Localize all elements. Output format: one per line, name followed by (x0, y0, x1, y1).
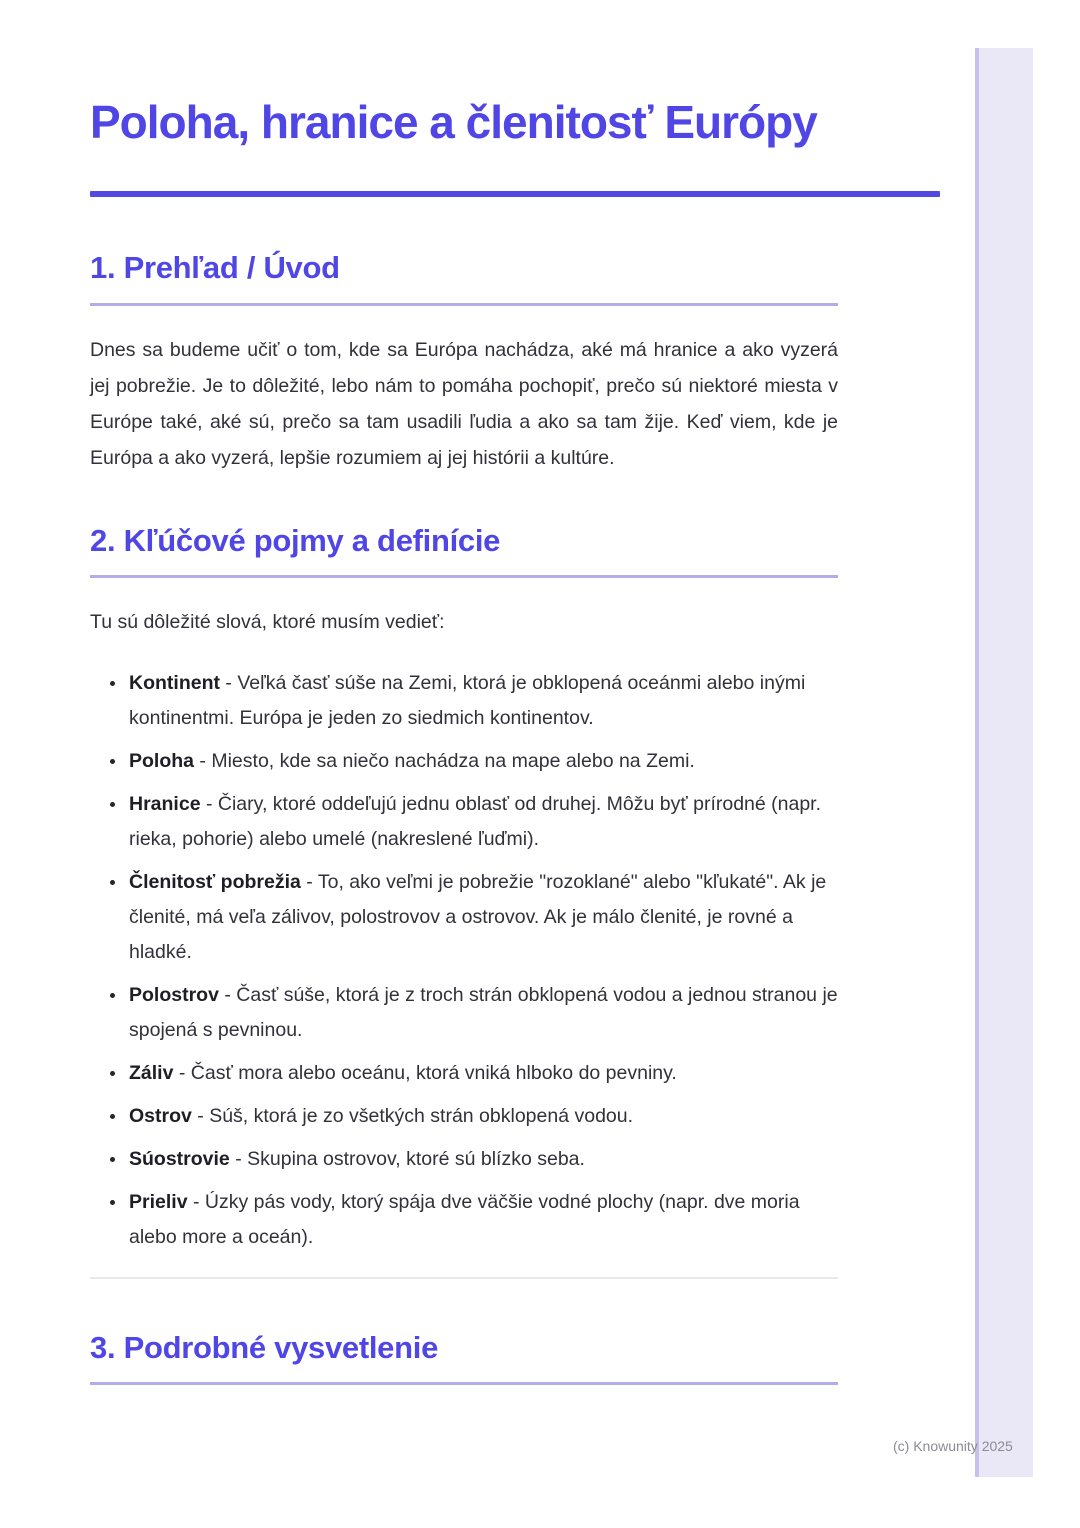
document-content (90, 0, 838, 1385)
section-overview (90, 249, 838, 475)
title-rule (90, 191, 940, 197)
page-title: Poloha, hranice a členitosť Európy (90, 96, 817, 148)
section-detailed-explanation (90, 1329, 838, 1385)
term-name: Prieliv (129, 1190, 188, 1213)
term-name: Ostrov (129, 1104, 192, 1127)
term-name: Hranice (129, 792, 201, 815)
term-separator: - (200, 792, 218, 815)
term-name: Záliv (129, 1061, 174, 1084)
term-definition: Úzky pás vody, ktorý spája dve väčšie vodné plochy (napr. dve moria alebo more a oceán). (129, 1190, 800, 1248)
term-name: Kontinent (129, 671, 220, 694)
term-definition: Veľká časť súše na Zemi, ktorá je obklopená oceánmi alebo inými kontinentmi. Európa je jeden zo siedmich kontinentov. (129, 671, 806, 729)
term-separator: - (300, 870, 318, 893)
watermark-text: (c) Knowunity 2025 (893, 1438, 1013, 1454)
term-name: Polostrov (129, 983, 219, 1006)
section-heading-overview: 1. Prehľad / Úvod (90, 249, 838, 305)
term-definition: To, ako veľmi je pobrežie "rozoklané" alebo "kľukaté". Ak je členité, má veľa zálivov, polostrovov a ostrovov. Ak je málo členité, je rovné a hladké. (129, 870, 827, 963)
key-terms-intro: Tu sú dôležité slová, ktoré musím vedieť: (90, 610, 445, 633)
terms-list (90, 666, 838, 1255)
list-item (127, 666, 838, 736)
list-item (127, 1099, 838, 1134)
list-item (127, 1185, 838, 1255)
page-edge-strip (975, 48, 1033, 1477)
overview-paragraph: Dnes sa budeme učiť o tom, kde sa Európa nachádza, aké má hranice a ako vyzerá jej pobrežie. Je to dôležité, lebo nám to pomáha pochopiť, prečo sú niektoré miesta v Európe také, aké sú, prečo sa tam usadili ľudia a ako sa tam žije. Keď viem, kde je Európa a ako vyzerá, lepšie rozumiem aj jej histórii a kultúre. (90, 338, 838, 469)
term-separator: - (218, 983, 237, 1006)
term-definition: Skupina ostrovov, ktoré sú blízko seba. (247, 1147, 585, 1170)
list-item (127, 1056, 838, 1091)
term-definition: Čiary, ktoré oddeľujú jednu oblasť od druhej. Môžu byť prírodné (napr. rieka, pohorie) alebo umelé (nakreslené ľuďmi). (129, 792, 822, 850)
term-separator: - (191, 1104, 210, 1127)
term-separator: - (194, 749, 212, 772)
term-name: Súostrovie (129, 1147, 230, 1170)
section-divider (90, 1277, 838, 1279)
list-item (127, 978, 838, 1048)
term-name: Členitosť pobrežia (129, 870, 301, 893)
term-definition: Časť súše, ktorá je z troch strán obklopená vodou a jednou stranou je spojená s pevninou. (129, 983, 838, 1041)
list-item (127, 787, 838, 857)
term-separator: - (187, 1190, 205, 1213)
list-item (127, 1142, 838, 1177)
list-item (127, 865, 838, 970)
term-separator: - (229, 1147, 248, 1170)
term-definition: Súš, ktorá je zo všetkých strán obklopená vodou. (209, 1104, 634, 1127)
term-name: Poloha (129, 749, 195, 772)
section-heading-key-terms: 2. Kľúčové pojmy a definície (90, 522, 838, 578)
term-definition: Časť mora alebo oceánu, ktorá vniká hlboko do pevniny. (190, 1061, 677, 1084)
term-separator: - (219, 671, 238, 694)
list-item (127, 744, 838, 779)
section-key-terms (90, 522, 838, 1255)
term-separator: - (173, 1061, 191, 1084)
section-heading-detailed-explanation: 3. Podrobné vysvetlenie (90, 1329, 838, 1385)
term-definition: Miesto, kde sa niečo nachádza na mape alebo na Zemi. (211, 749, 695, 772)
